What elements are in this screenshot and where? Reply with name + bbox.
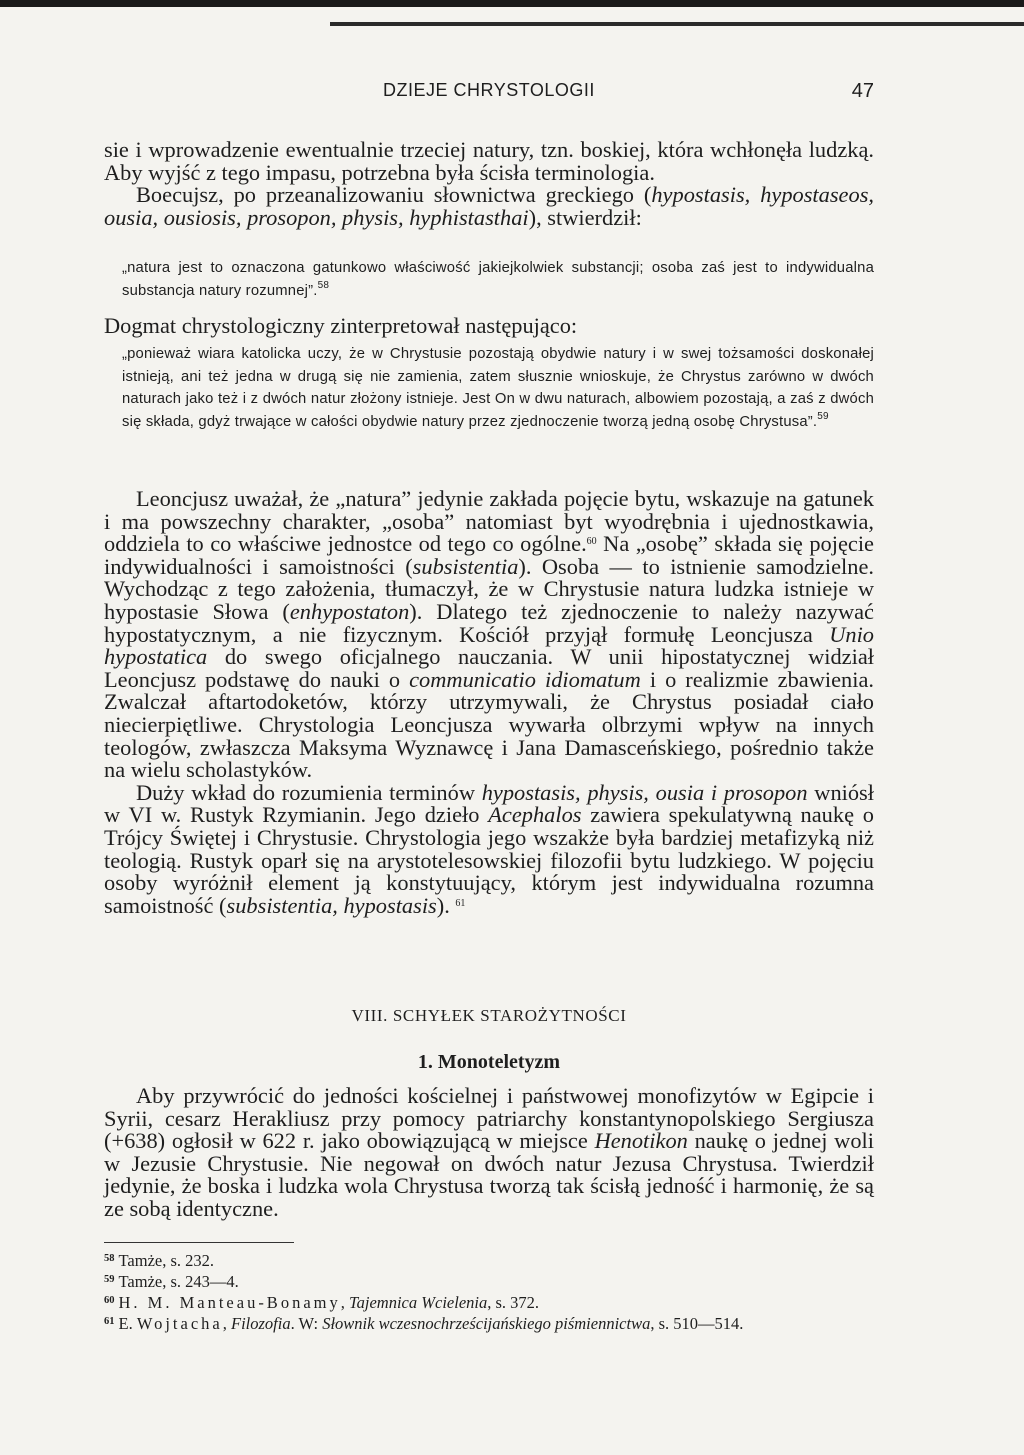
paragraph-leontius: Leoncjusz uważał, że „natura” jedynie zakłada pojęcie bytu, wskazuje na gatunek i ma powszechny charakter, „osoba” natomiast byt wyodrębnia i ujednostkawia, oddziela to co właściwe jednostce od tego co ogólne.$^{60}$ Na „osobę” składa się pojęcie indywidualności i samoistności (subsistentia). Osoba — to istnienie samodzielne. Wychodząc z tego założenia, tłumaczył, że w Chrystusie natura ludzka istnieje w hypostasie Słowa (enhypostaton). Dlatego też zjednoczenie to należy nazywać hypostatycznym, a nie fizycznym. Kościół przyjął formułę Leoncjusza Unio hypostatica do swego oficjalnego nauczania. W unii hipostatycznej widział Leoncjusz podstawę do nauki o communicatio idiomatum i o realizmie zbawienia. Zwalczał aftartodoketów, którzy utrzymywali, że Chrystus posiadał ciało niecierpiętliwe. Chrystologia Leoncjusza wywarła olbrzymi wpływ na innych teologów, zwłaszcza Maksyma Wyznawcę i Jana Damasceńskiego, pośrednio także na wielu scholastyków. <box>104 486 874 783</box>
footnote-ref-59: 59 <box>817 410 829 422</box>
subsection-heading-block <box>104 1051 874 1074</box>
footnote-ref-61: 61 <box>455 897 466 909</box>
paragraph-monothelitism: Aby przywrócić do jedności kościelnej i państwowej monofizytów w Egipcie i Syrii, cesarz Herakliusz przy pomocy patriarchy konstantynopolskiego Sergiusza (+638) ogłosił w 622 r. jako obowiązującą w miejsce Henotikon naukę o jednej woli w Jezusie Chrystusie. Nie negował on dwóch natur Jezusa Chrystusa. Twierdził jedynie, że boska i ludzka wola Chrystusa tworzą tak ścisłą jedność i harmonię, że są ze sobą identyczne. <box>104 1083 874 1221</box>
paragraph-3: Dogmat chrystologiczny zinterpretował następująco: <box>104 313 578 338</box>
text-block-upper <box>104 139 874 229</box>
text-block-main <box>104 488 874 917</box>
quote-block-1 <box>104 257 874 302</box>
paragraph-rusticus: Duży wkład do rozumienia terminów hypostasis, physis, ousia i prosopon wniósł w VI w. Rustyk Rzymianin. Jego dzieło Acephalos zawiera spekulatywną naukę o Trójcy Świętej i Chrystusie. Chrystologia jego wszakże była bardziej metafizyką niż teologią. Rustyk oparł się na arystotelesowskiej filozofii bytu ludzkiego. W pojęciu osoby wyróżnił element ją konstytuujący, którym jest indywidualna rozumna samoistność (subsistentia, hypostasis). $^{61}$ <box>104 779 874 918</box>
section-heading-block <box>104 1006 874 1026</box>
page-top-edge <box>0 0 1024 7</box>
footnote-separator <box>104 1242 294 1243</box>
footnotes <box>104 1249 874 1333</box>
quotation-dogma: „ponieważ wiara katolicka uczy, że w Chrystusie pozostają obydwie natury i w swej tożsamości doskonałej istnieją, ani też jedna w drugą się nie zamienia, zatem słusznie wnioskuje, że Chrystus zarówno w dwóch naturach jako też i z dwóch natur złożony istnieje. Jest On w dwu naturach, albowiem pozostają, a zaś z dwóch się składa, gdyż trwające w całości obydwie natury przez zjednoczenie tworzą jedną osobę Chrystusa”.$^{59}$ <box>122 346 874 430</box>
subsection-heading: 1. Monoteletyzm <box>417 1051 561 1073</box>
footnote-60: $^{60}$ H. M. Manteau-Bonamy, Tajemnica Wcielenia, s. 372. <box>104 1293 540 1312</box>
footnote-58: $^{58}$ Tamże, s. 232. <box>104 1251 215 1270</box>
section-heading: VIII. SCHYŁEK STAROŻYTNOŚCI <box>351 1006 627 1025</box>
quote-block-2 <box>104 343 874 433</box>
page-number: 47 <box>851 80 874 102</box>
footnote-59: $^{59}$ Tamże, s. 243—4. <box>104 1272 239 1291</box>
text-block-monothelitism <box>104 1085 874 1221</box>
quotation-boethius: „natura jest to oznaczona gatunkowo właściwość jakiejkolwiek substancji; osoba zaś jest to indywidualna substancja natury rozumnej”.$^{58}$ <box>122 260 874 299</box>
running-head-title: DZIEJE CHRYSTOLOGII <box>383 80 595 100</box>
greek-terms: hypostasis, hypostaseos, ousia, ousiosis, prosopon, physis, hyphistasthai <box>104 182 875 230</box>
footnote-ref-60: 60 <box>586 536 597 548</box>
text-block-dogma <box>104 315 874 338</box>
running-head <box>104 80 874 110</box>
page-top-rule <box>330 22 1024 26</box>
footnote-61: $^{61}$ E. Wojtacha, Filozofia. W: Słownik wczesnochrześcijańskiego piśmiennictwa, s. 510—514. <box>104 1314 744 1333</box>
paragraph-1: sie i wprowadzenie ewentualnie trzeciej natury, tzn. boskiej, która wchłonęła ludzką. Aby wyjść z tego impasu, potrzebna była ścisła terminologia. <box>104 137 874 185</box>
footnote-ref-58: 58 <box>317 279 330 291</box>
paragraph-2: Boecujsz, po przeanalizowaniu słownictwa greckiego (hypostasis, hypostaseos, ousia, ousiosis, prosopon, physis, hyphistasthai), stwierdził: <box>104 182 875 230</box>
